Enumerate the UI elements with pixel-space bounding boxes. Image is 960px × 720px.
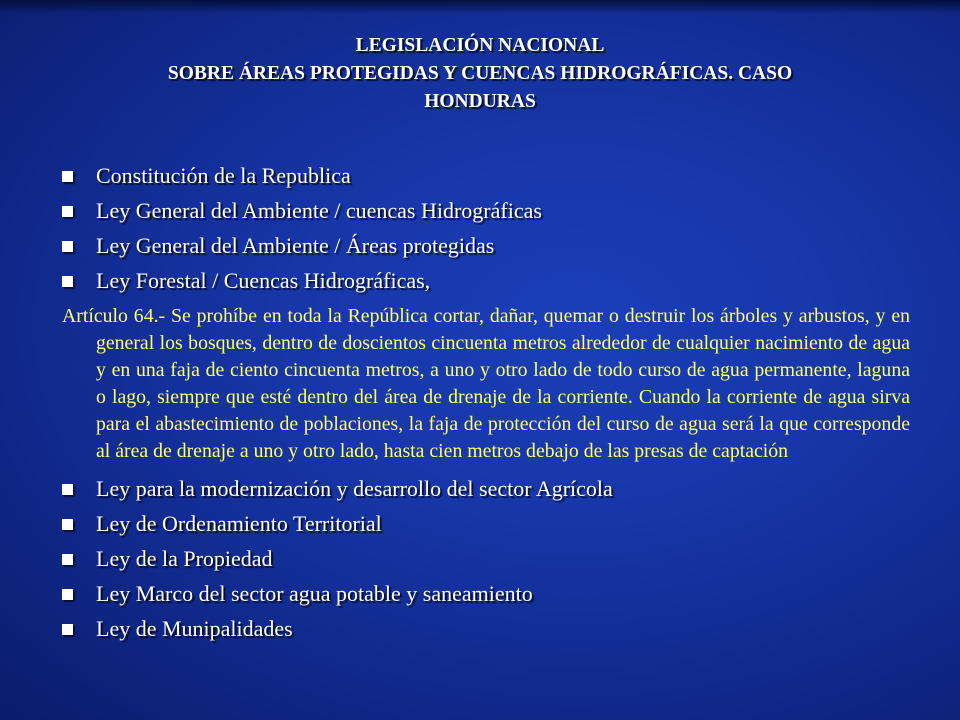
list-item	[62, 506, 910, 541]
list-item-label: Ley de Munipalidades	[96, 616, 293, 641]
title-line-1: LEGISLACIÓN NACIONAL	[355, 35, 605, 56]
list-item-label: Ley Forestal / Cuencas Hidrográficas,	[96, 268, 431, 293]
list-item	[62, 193, 910, 228]
square-bullet-icon	[62, 171, 73, 182]
square-bullet-icon	[62, 519, 73, 530]
list-item-label: Ley de Ordenamiento Territorial	[96, 511, 382, 536]
slide-content	[62, 158, 910, 646]
list-item-label: Ley Marco del sector agua potable y saneamiento	[96, 581, 533, 606]
list-item-label: Ley de la Propiedad	[96, 546, 273, 571]
list-item	[62, 541, 910, 576]
square-bullet-icon	[62, 484, 73, 495]
square-bullet-icon	[62, 241, 73, 252]
list-item-label: Ley para la modernización y desarrollo del sector Agrícola	[96, 476, 613, 501]
square-bullet-icon	[62, 589, 73, 600]
square-bullet-icon	[62, 624, 73, 635]
list-item	[62, 158, 910, 193]
list-item	[62, 228, 910, 263]
title-line-2: SOBRE ÁREAS PROTEGIDAS Y CUENCAS HIDROGRÁFICAS. CASO	[167, 63, 793, 84]
square-bullet-icon	[62, 206, 73, 217]
list-item	[62, 471, 910, 506]
list-item-label: Ley General del Ambiente / cuencas Hidrográficas	[96, 198, 542, 223]
list-item	[62, 576, 910, 611]
list-item	[62, 263, 910, 298]
list-item-label: Ley General del Ambiente / Áreas protegidas	[96, 233, 495, 258]
list-item	[62, 611, 910, 646]
title-line-3: HONDURAS	[424, 91, 536, 112]
top-shadow-band	[0, 0, 960, 14]
slide-title	[60, 32, 900, 116]
square-bullet-icon	[62, 276, 73, 287]
list-item-label: Constitución de la Republica	[96, 163, 351, 188]
article-64-paragraph: Artículo 64.- Se prohíbe en toda la República cortar, dañar, quemar o destruir los árboles y arbustos, y en general los bosques, dentro de doscientos cincuenta metros alrededor de cualquier nacimiento de agua y en una faja de ciento cincuenta metros, a uno y otro lado de todo curso de agua permanente, laguna o lago, siempre que esté dentro del área de drenaje de la corriente. Cuando la corriente de agua sirva para el abastecimiento de poblaciones, la faja de protección del curso de agua será la que corresponde al área de drenaje a uno y otro lado, hasta cien metros debajo de las presas de captación	[62, 305, 910, 462]
square-bullet-icon	[62, 554, 73, 565]
